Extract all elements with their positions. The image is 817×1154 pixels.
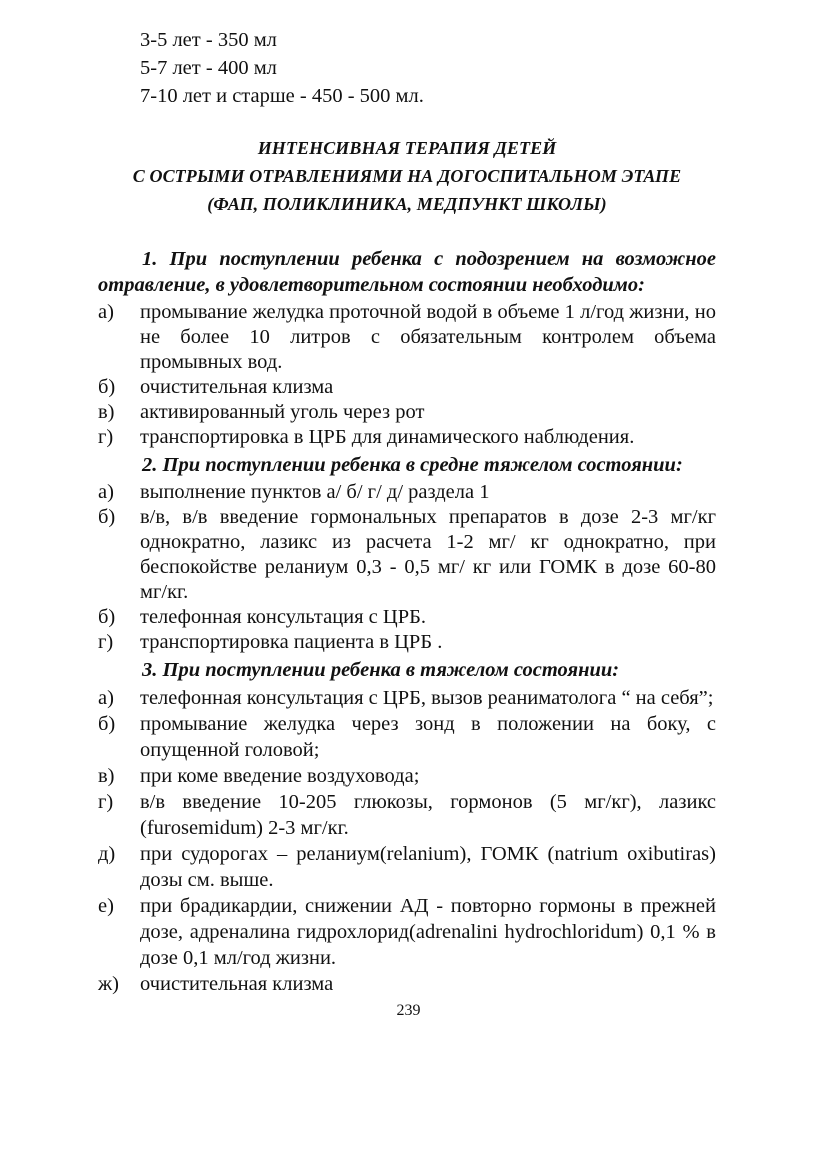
list-item — [98, 841, 716, 893]
dosage-line: 3-5 лет - 350 мл — [140, 29, 277, 51]
list-marker: б) — [98, 606, 116, 628]
list-marker: б) — [98, 376, 116, 398]
list-item-text: транспортировка пациента в ЦРБ . — [140, 631, 443, 653]
list-item — [98, 425, 716, 450]
list-item — [98, 685, 716, 711]
list-item-text: очистительная клизма — [140, 973, 334, 995]
list-item — [98, 711, 716, 763]
list-marker: а) — [98, 687, 114, 709]
page-number: 239 — [396, 1002, 421, 1019]
list-item-text: при брадикардии, снижении АД - повторно гормоны в прежней дозе, адреналина гидрохлорид(adrenalini hydrochloridum) 0,1 % в дозе 0,1 мл/год жизни. — [140, 895, 716, 969]
list-item-text: выполнение пунктов а/ б/ г/ д/ раздела 1 — [140, 481, 490, 503]
list-item-text: при судорогах – реланиум(relanium), ГОМК (natrium oxibutiras) дозы см. выше. — [140, 843, 716, 891]
list-item — [98, 630, 716, 655]
dosage-line: 7-10 лет и старше - 450 - 500 мл. — [140, 85, 424, 107]
list-item-text: телефонная консультация с ЦРБ. — [140, 606, 427, 628]
list-marker: в) — [98, 401, 115, 423]
list-item — [98, 375, 716, 400]
list-item-text: промывание желудка через зонд в положении на боку, с опущенной головой; — [140, 713, 716, 761]
list-marker: г) — [98, 631, 114, 653]
list-marker: а) — [98, 481, 114, 503]
list-marker: в) — [98, 765, 115, 787]
section-3-list — [98, 685, 716, 997]
list-item-text: в/в, в/в введение гормональных препаратов в дозе 2-3 мг/кг однократно, лазикс из расчета 1-2 мг/ кг однократно, при беспокойстве реланиум 0,3 - 0,5 мг/ кг или ГОМК в дозе 60-80 мг/кг. — [140, 506, 716, 603]
list-item — [98, 605, 716, 630]
section-title — [98, 134, 716, 218]
list-item — [98, 400, 716, 425]
dosage-line: 5-7 лет - 400 мл — [140, 57, 277, 79]
section-1-heading: 1. При поступлении ребенка с подозрением на возможное отравление, в удовлетворительном состоянии необходимо: — [98, 248, 716, 296]
list-item-text: телефонная консультация с ЦРБ, вызов реаниматолога “ на себя”; — [140, 687, 714, 709]
list-marker: б) — [98, 506, 116, 528]
list-item — [98, 505, 716, 605]
list-item-text: в/в введение 10-205 глюкозы, гормонов (5 мг/кг), лазикс (furosemidum) 2-3 мг/кг. — [140, 791, 716, 839]
list-marker: д) — [98, 843, 116, 865]
list-marker: г) — [98, 791, 114, 813]
list-item-text: транспортировка в ЦРБ для динамического наблюдения. — [140, 426, 635, 448]
title-line: ИНТЕНСИВНАЯ ТЕРАПИЯ ДЕТЕЙ — [257, 138, 557, 158]
list-marker: б) — [98, 713, 116, 735]
section-2-list — [98, 480, 716, 655]
list-item-text: активированный уголь через рот — [140, 401, 425, 423]
list-marker: г) — [98, 426, 114, 448]
list-marker: а) — [98, 301, 114, 323]
list-item-text: очистительная клизма — [140, 376, 334, 398]
list-item — [98, 789, 716, 841]
dosage-list — [140, 26, 716, 110]
list-item-text: при коме введение воздуховода; — [140, 765, 420, 787]
list-marker: ж) — [98, 973, 119, 995]
section-3-heading: 3. При поступлении ребенка в тяжелом состоянии: — [142, 659, 620, 681]
list-item — [98, 300, 716, 375]
list-item-text: промывание желудка проточной водой в объеме 1 л/год жизни, но не более 10 литров с обязательным контролем объема промывных вод. — [140, 301, 716, 373]
list-item — [98, 893, 716, 971]
section-1-list — [98, 300, 716, 450]
section-2-heading: 2. При поступлении ребенка в средне тяжелом состоянии: — [142, 454, 683, 476]
list-marker: е) — [98, 895, 114, 917]
list-item — [98, 971, 716, 997]
title-line: (ФАП, ПОЛИКЛИНИКА, МЕДПУНКТ ШКОЛЫ) — [207, 194, 607, 214]
list-item — [98, 763, 716, 789]
title-line: С ОСТРЫМИ ОТРАВЛЕНИЯМИ НА ДОГОСПИТАЛЬНОМ ЭТАПЕ — [132, 166, 682, 186]
list-item — [98, 480, 716, 505]
page-content — [98, 26, 716, 997]
